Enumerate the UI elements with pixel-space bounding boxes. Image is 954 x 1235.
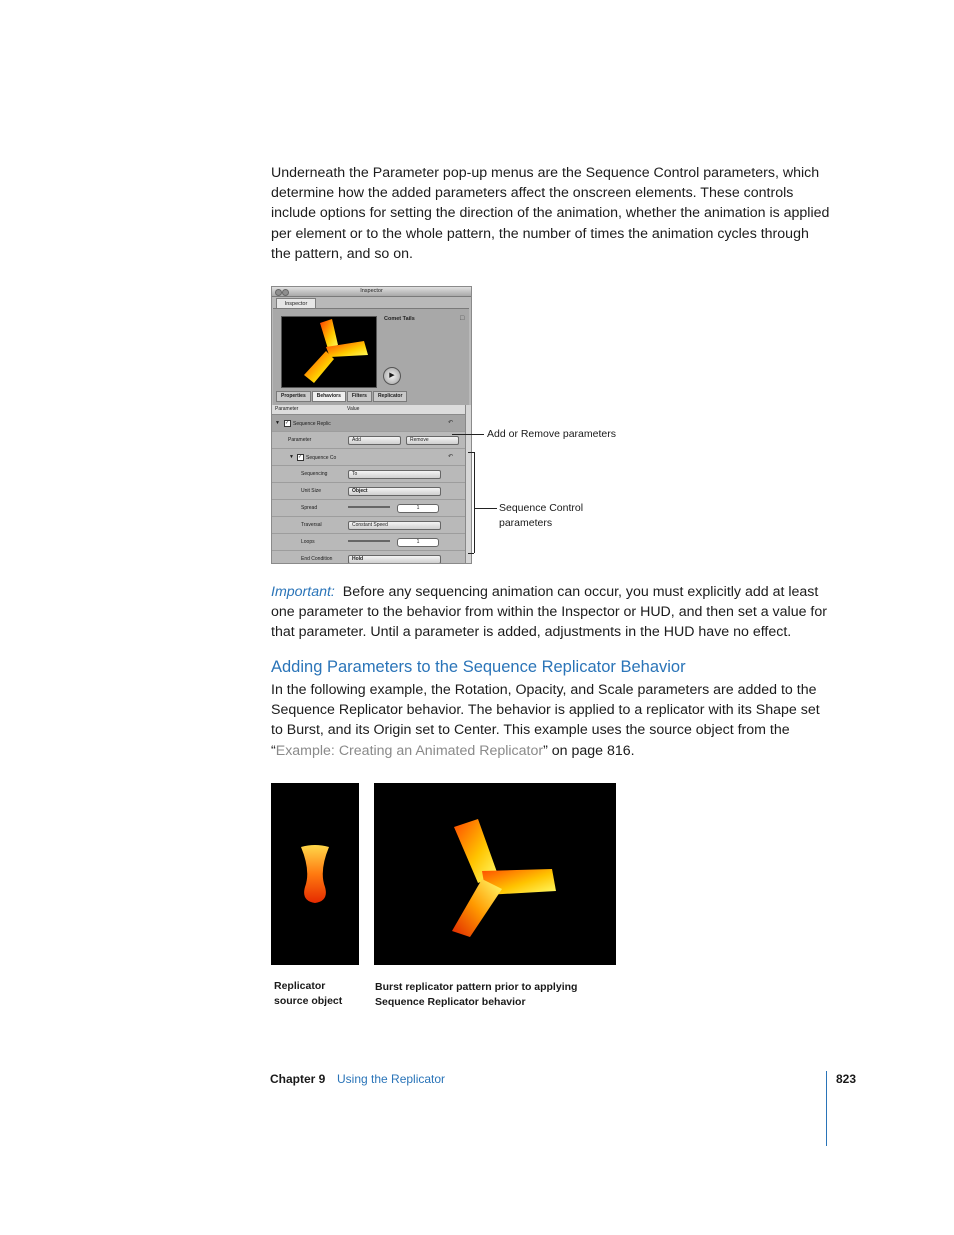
- caption-source-object-line2: source object: [274, 995, 343, 1007]
- burst-pattern-image: [374, 783, 616, 965]
- row-label: Sequence Co: [306, 454, 337, 461]
- inspector-screenshot: [271, 286, 472, 564]
- callout-add-remove: Add or Remove parameters: [487, 428, 616, 440]
- traversal-popup: Constant Speed: [348, 521, 441, 530]
- footer-chapter-title[interactable]: Using the Replicator: [337, 1072, 446, 1086]
- replicator-source-image: [271, 783, 359, 965]
- parameter-column-header: [272, 405, 465, 415]
- row-label: Unit Size: [301, 488, 322, 494]
- unit-size-popup: Object: [348, 487, 441, 496]
- example-text: In the following example, the Rotation, Opacity, and Scale parameters are added to the Sequence Replicator behavior. The behavior is applied to a replicator with its Shape set to Burst, and its Origin set to Center. This example uses the source object from the “: [271, 682, 820, 759]
- cross-reference-link[interactable]: Example: Creating an Animated Replicator: [275, 742, 544, 759]
- callout-line-add-remove: [452, 434, 484, 435]
- reset-icon: ↶: [448, 454, 454, 460]
- remove-popup: Remove: [406, 436, 459, 445]
- row-label: End Condition: [301, 556, 333, 562]
- row-end-condition: [272, 551, 465, 564]
- burst-pattern-icon: [374, 783, 616, 965]
- row-sequencing: [272, 466, 465, 483]
- callout-sequence-control-line2: parameters: [499, 517, 553, 529]
- item-name: Comet Tails: [384, 316, 415, 322]
- row-label: Spread: [301, 505, 318, 511]
- tab-properties: Properties: [276, 391, 311, 402]
- intro-paragraph: Underneath the Parameter pop-up menus are the Sequence Control parameters, which determine how the added parameters affect the onscreen elements. These controls include options for setting the direction of the animation, whether the animation is applied per element or to the whole pattern, the number of times the animation cycles through the pattern, and so on.: [271, 165, 830, 262]
- caption-source-object-line1: Replicator: [274, 980, 326, 992]
- footer-divider: [826, 1071, 827, 1146]
- loops-slider: [348, 540, 390, 542]
- col-value: Value: [347, 406, 360, 412]
- row-label: Sequencing: [301, 471, 328, 477]
- inspector-titlebar: [272, 287, 471, 297]
- row-label: Parameter: [288, 437, 312, 443]
- row-sequence-control: [272, 449, 465, 466]
- tab-replicator: Replicator: [373, 391, 407, 402]
- spread-slider: [348, 506, 390, 508]
- lock-icon: □: [460, 315, 465, 322]
- important-label: Important:: [271, 584, 335, 600]
- row-label: Traversal: [301, 522, 322, 528]
- footer-chapter: Chapter 9: [270, 1072, 326, 1086]
- hourglass-shape-icon: [271, 783, 359, 965]
- end-condition-popup: Hold: [348, 555, 441, 564]
- row-label: Sequence Replic: [293, 420, 331, 427]
- caption-source-object: [274, 979, 342, 1009]
- checkbox-icon: ✓: [285, 420, 290, 426]
- parameter-rows: [272, 415, 465, 564]
- page-number: 823: [836, 1072, 857, 1086]
- row-loops: [272, 534, 465, 551]
- row-label: Loops: [301, 539, 315, 545]
- example-paragraph: [271, 680, 831, 761]
- tab-behaviors: Behaviors: [312, 391, 346, 402]
- important-note: [271, 582, 831, 643]
- callout-sequence-control: [499, 501, 583, 531]
- tab-inspector: Inspector: [276, 298, 316, 309]
- bracket-vertical: [474, 452, 475, 553]
- row-unit-size: [272, 483, 465, 500]
- add-popup: Add: [348, 436, 401, 445]
- tab-filters: Filters: [347, 391, 372, 402]
- checkbox-icon: ✓: [298, 454, 303, 460]
- reset-icon: ↶: [448, 420, 454, 426]
- disclosure-triangle-icon: ▼: [289, 454, 294, 460]
- inspector-window-title: Inspector: [360, 288, 383, 294]
- example-text-after: ” on page 816.: [543, 742, 635, 759]
- caption-burst-pattern-line2: Sequence Replicator behavior: [375, 996, 526, 1008]
- col-parameter: Parameter: [275, 406, 299, 412]
- scrollbar: [465, 405, 471, 563]
- row-traversal: [272, 517, 465, 534]
- callout-sequence-control-line1: Sequence Control: [499, 502, 584, 514]
- disclosure-triangle-icon: ▼: [275, 420, 280, 426]
- spread-value: 1: [397, 504, 439, 513]
- caption-burst-pattern: [375, 980, 577, 1010]
- loops-value: 1: [397, 538, 439, 547]
- row-sequence-replicator: [272, 415, 465, 432]
- row-spread: [272, 500, 465, 517]
- row-parameter: [272, 432, 465, 449]
- preview-thumbnail: [281, 316, 377, 388]
- sequencing-popup: To: [348, 470, 441, 479]
- bracket-bottom: [468, 553, 474, 554]
- important-text: Before any sequencing animation can occur, you must explicitly add at least one parameter to the behavior from within the Inspector or HUD, and then set a value for that parameter. Until a parameter is added, adjustments in the HUD have no effect.: [271, 584, 827, 641]
- section-heading: Adding Parameters to the Sequence Replicator Behavior: [271, 658, 686, 676]
- caption-burst-pattern-line1: Burst replicator pattern prior to applying: [375, 981, 578, 993]
- callout-line-sequence-control: [475, 508, 497, 509]
- burst-shape-icon: [282, 317, 376, 387]
- play-button: ▶: [383, 367, 401, 385]
- inspector-subtabs: [276, 391, 407, 401]
